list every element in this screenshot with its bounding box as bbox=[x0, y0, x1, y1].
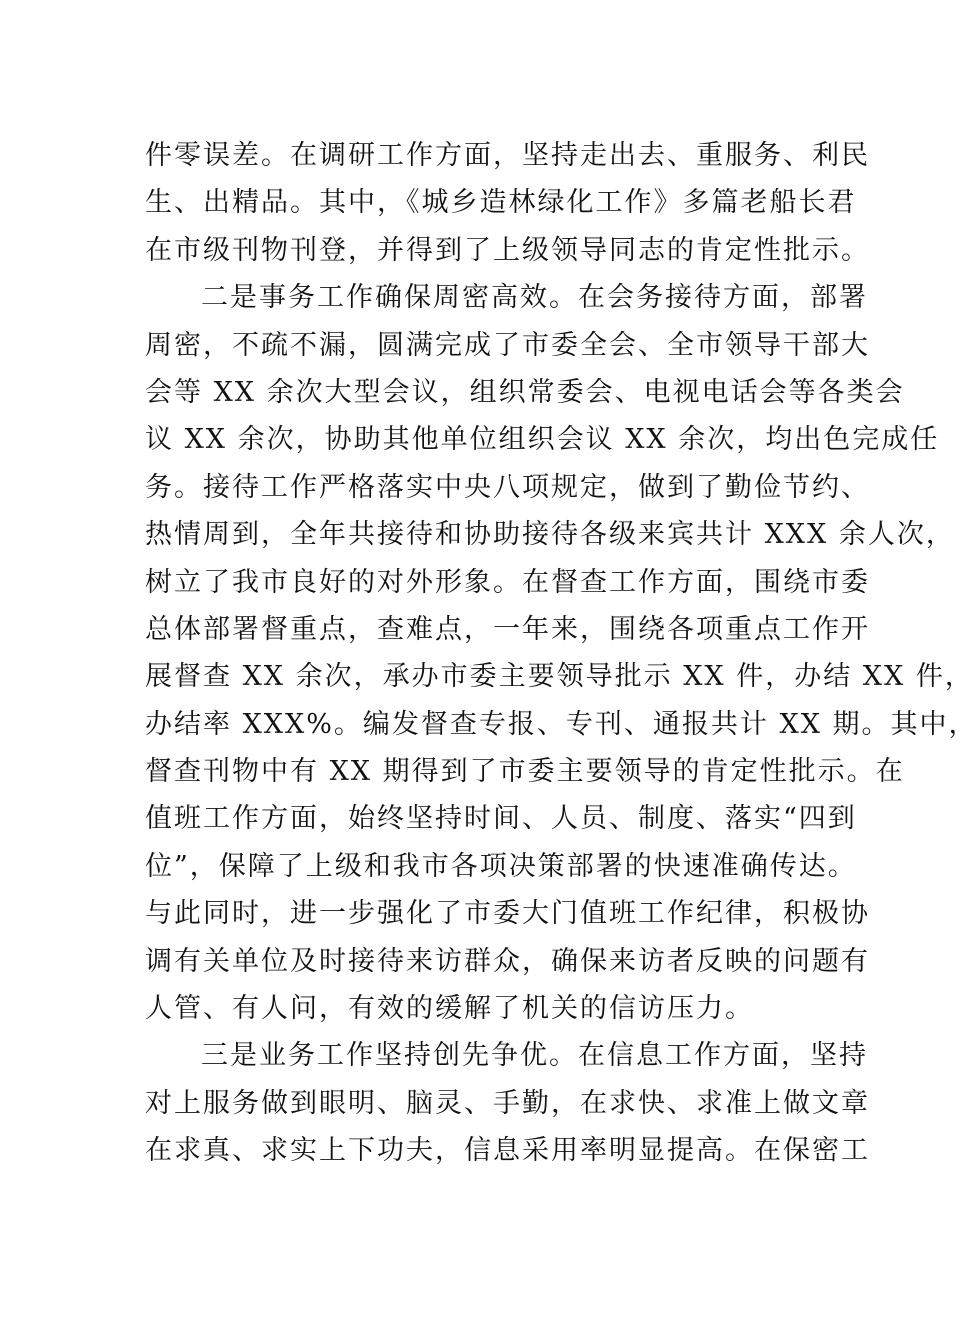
text-line: 务。接待工作严格落实中央八项规定，做到了勤俭节约、 bbox=[145, 471, 870, 503]
text-line: 对上服务做到眼明、脑灵、手勤，在求快、求准上做文章 bbox=[145, 1087, 870, 1119]
text-line: 总体部署督重点，查难点，一年来，围绕各项重点工作开 bbox=[145, 613, 870, 645]
text-line: 树立了我市良好的对外形象。在督查工作方面，围绕市委 bbox=[145, 566, 870, 598]
paragraph-3 bbox=[145, 1032, 870, 1174]
text-line: 生、出精品。其中，《城乡造林绿化工作》多篇老船长君 bbox=[145, 187, 857, 219]
text-line: 与此同时，进一步强化了市委大门值班工作纪律，积极协 bbox=[145, 898, 870, 930]
paragraph-1 bbox=[145, 132, 870, 274]
text-line: 调有关单位及时接待来访群众，确保来访者反映的问题有 bbox=[145, 945, 870, 977]
paragraph-2 bbox=[145, 274, 978, 1032]
text-line: 在求真、求实上下功夫，信息采用率明显提高。在保密工 bbox=[145, 1135, 870, 1167]
text-line: 会等 XX 余次大型会议，组织常委会、电视电话会等各类会 bbox=[145, 376, 905, 408]
text-line: 在市级刊物刊登，并得到了上级领导同志的肯定性批示。 bbox=[145, 234, 870, 266]
text-line: 值班工作方面，始终坚持时间、人员、制度、落实“四到 bbox=[145, 803, 857, 835]
text-line: 议 XX 余次，协助其他单位组织会议 XX 余次，均出色完成任 bbox=[145, 424, 940, 456]
text-line: 二是事务工作确保周密高效。在会务接待方面，部署 bbox=[201, 282, 868, 314]
text-line: 展督查 XX 余次，承办市委主要领导批示 XX 件，办结 XX 件， bbox=[145, 661, 974, 693]
body-text bbox=[145, 132, 978, 1175]
text-line: 三是业务工作坚持创先争优。在信息工作方面，坚持 bbox=[201, 1040, 868, 1072]
text-line: 热情周到，全年共接待和协助接待各级来宾共计 XXX 余人次， bbox=[145, 519, 955, 551]
text-line: 人管、有人问，有效的缓解了机关的信访压力。 bbox=[145, 993, 754, 1025]
text-line: 督查刊物中有 XX 期得到了市委主要领导的肯定性批示。在 bbox=[145, 756, 905, 788]
text-line: 办结率 XXX%。编发督查专报、专刊、通报共计 XX 期。其中， bbox=[145, 708, 978, 740]
text-line: 周密，不疏不漏，圆满完成了市委全会、全市领导干部大 bbox=[145, 329, 870, 361]
text-line: 位”，保障了上级和我市各项决策部署的快速准确传达。 bbox=[145, 850, 857, 882]
text-line: 件零误差。在调研工作方面，坚持走出去、重服务、利民 bbox=[145, 140, 870, 171]
